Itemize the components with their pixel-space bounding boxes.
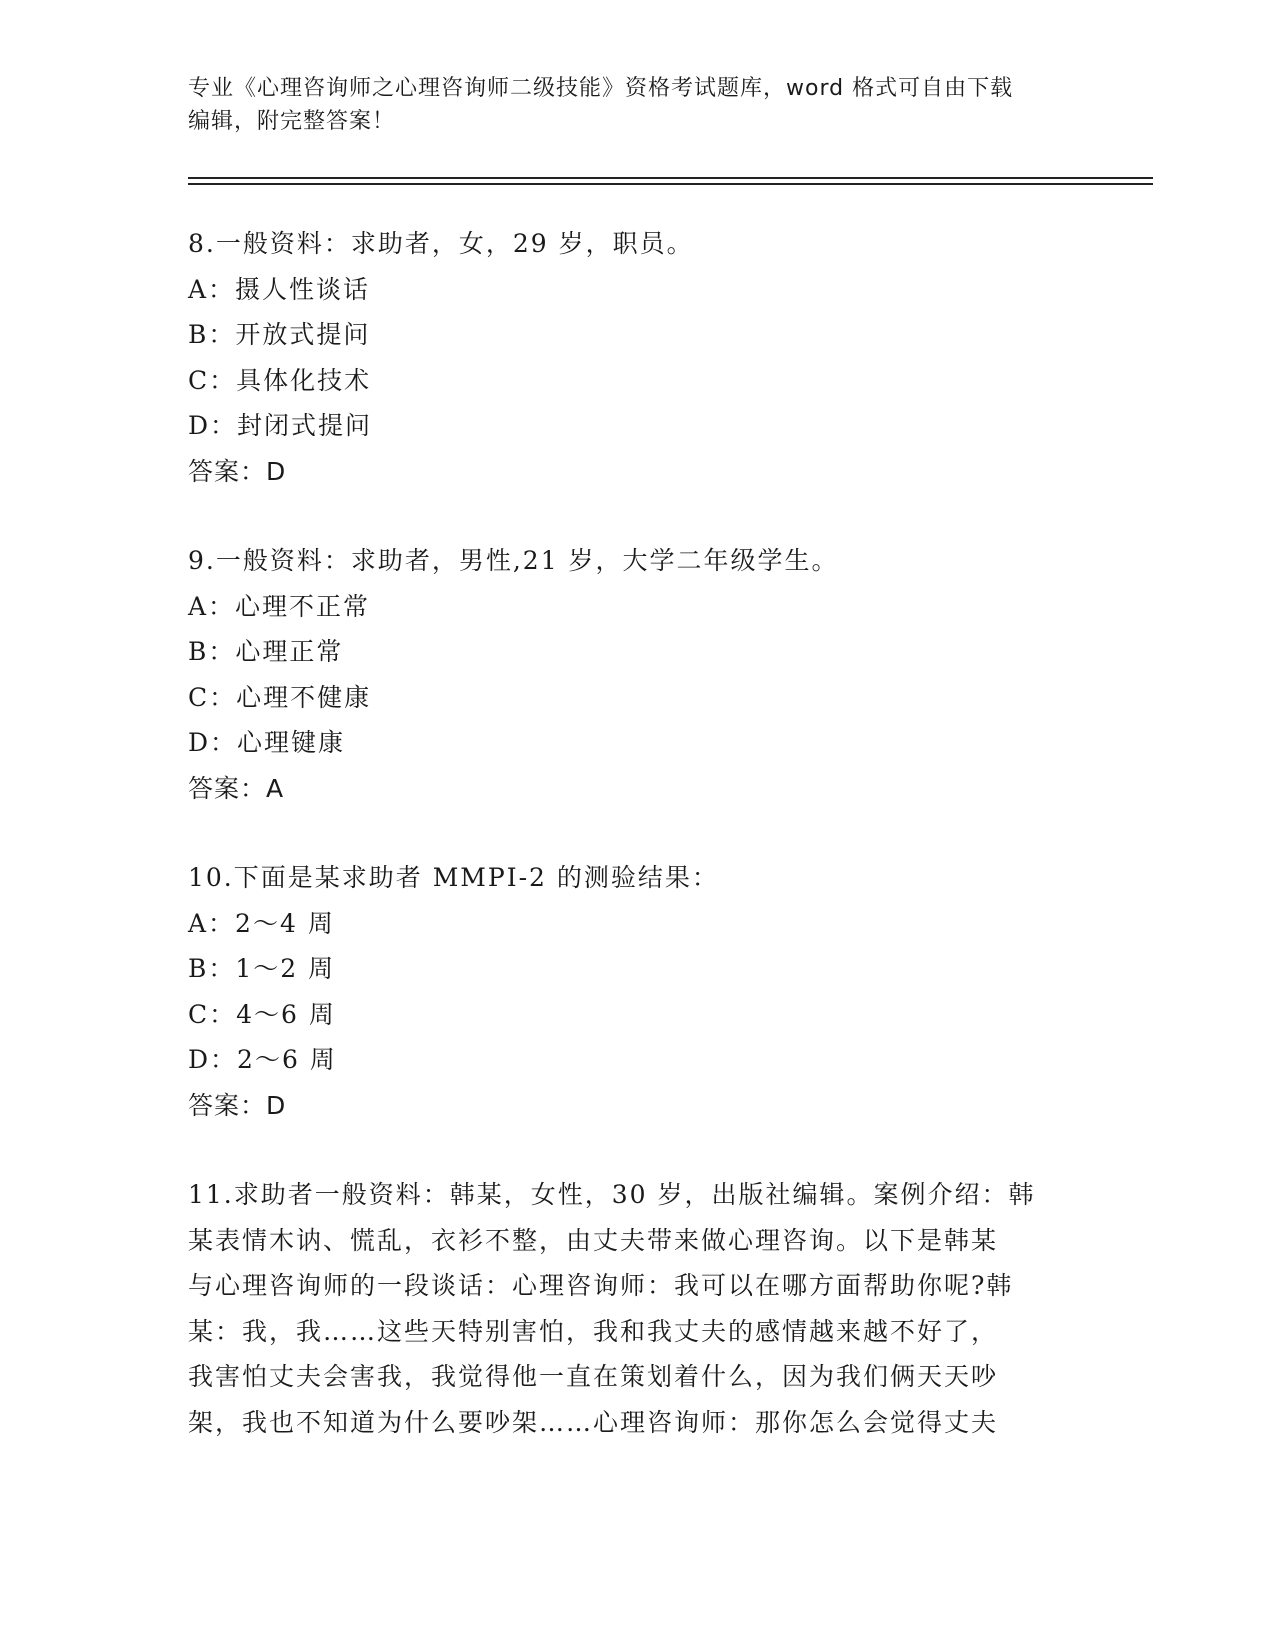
question-11-line: 11.求助者一般资料：韩某，女性，30 岁，出版社编辑。案例介绍：韩: [188, 1180, 1036, 1209]
option-c: C：具体化技术: [188, 365, 372, 395]
header-divider-bottom: [188, 183, 1153, 185]
header-line-2: 编辑，附完整答案！: [188, 109, 396, 134]
answer: 答案：A: [188, 773, 285, 803]
option-a: A：2～4 周: [188, 908, 335, 938]
question-9: [188, 538, 1088, 811]
question-10: [188, 855, 1088, 1128]
question-stem: 10.下面是某求助者 MMPI-2 的测验结果：: [188, 863, 719, 892]
option-a: A：心理不正常: [188, 591, 371, 621]
option-d: D：心理键康: [188, 728, 346, 757]
option-d: D：封闭式提问: [188, 411, 373, 440]
question-stem: 8.一般资料：求助者，女，29 岁，职员。: [188, 229, 694, 258]
option-c: C：4～6 周: [188, 999, 336, 1029]
header-divider-top: [188, 177, 1153, 179]
question-11-line: 我害怕丈夫会害我，我觉得他一直在策划着什么，因为我们俩天天吵: [188, 1362, 999, 1391]
header-line-1: 专业《心理咨询师之心理咨询师二级技能》资格考试题库，word 格式可自由下载: [188, 76, 1014, 101]
option-b: B：心理正常: [188, 637, 344, 666]
question-11: [188, 1172, 1088, 1445]
document-header: [188, 72, 1088, 138]
option-c: C：心理不健康: [188, 682, 372, 712]
answer: 答案：D: [188, 456, 287, 486]
question-stem: 9.一般资料：求助者，男性,21 岁，大学二年级学生。: [188, 546, 839, 575]
answer: 答案：D: [188, 1090, 287, 1120]
option-d: D：2～6 周: [188, 1045, 337, 1074]
question-11-line: 某：我，我……这些天特别害怕，我和我丈夫的感情越来越不好了，: [188, 1316, 999, 1346]
question-8: [188, 221, 1088, 494]
option-b: B：1～2 周: [188, 954, 336, 983]
question-11-line: 与心理咨询师的一段谈话：心理咨询师：我可以在哪方面帮助你呢?韩: [188, 1271, 1014, 1300]
question-11-line: 某表情木讷、慌乱，衣衫不整，由丈夫带来做心理咨询。以下是韩某: [188, 1225, 999, 1255]
question-11-line: 架，我也不知道为什么要吵架……心理咨询师：那你怎么会觉得丈夫: [188, 1407, 999, 1437]
option-b: B：开放式提问: [188, 320, 371, 349]
option-a: A：摄人性谈话: [188, 274, 371, 304]
